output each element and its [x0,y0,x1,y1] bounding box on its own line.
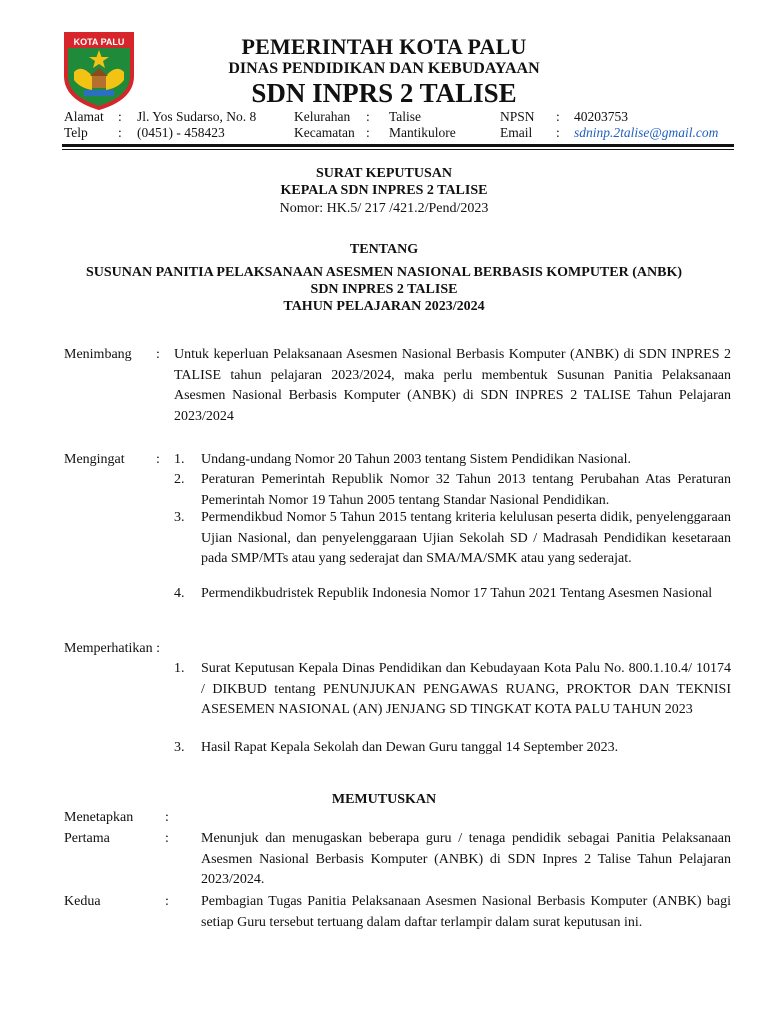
npsn-value: 40203753 [574,109,628,124]
menimbang-text: Untuk keperluan Pelaksanaan Asesmen Nasional Berbasis Komputer (ANBK) di SDN INPRES 2 TALISE tahun pelajaran 2023/2024, maka perlu membentuk Susunan Panitia Pelaksanaan Asesmen Nasional Berbasis Komputer (ANBK) di SDN INPRES 2 TALISE Tahun Pelajaran 2023/2024 [174,347,731,424]
mengingat-item-number: 2. [174,472,185,487]
mengingat-item-number: 1. [174,452,185,467]
department-title: DINAS PENDIDIKAN DAN KEBUDAYAAN [228,60,540,77]
decree-issuer: KEPALA SDN INPRES 2 TALISE [280,183,488,198]
mengingat-item-text: Undang-undang Nomor 20 Tahun 2003 tentang Sistem Pendidikan Nasional. [201,452,631,467]
subject-line-3: TAHUN PELAJARAN 2023/2024 [283,299,485,314]
kecamatan-value: Mantikulore [389,125,456,140]
email-link[interactable]: sdninp.2talise@gmail.com [574,125,719,140]
memperhatikan-item-number: 1. [174,661,185,676]
kedua-text: Pembagian Tugas Panitia Pelaksanaan Asesmen Nasional Berbasis Komputer (ANBK) bagi setiap Guru tersebut tertuang dalam daftar terlampir dalam surat keputusan ini. [201,894,731,930]
phone-value: (0451) - 458423 [137,125,225,140]
tentang-heading: TENTANG [349,242,419,257]
mengingat-item-number: 4. [174,586,185,601]
mengingat-item-text: Permendikbud Nomor 5 Tahun 2015 tentang kriteria kelulusan peserta didik, penyelenggaraan Ujian Nasional, dan penyelenggaraan Ujian Sekolah SD / Madrasah Pendidikan kesetaraan pada SMP/MTs atau yang sederajat dan SMA/MA/SMK atau yang sederajat. [201,510,731,566]
npsn-label: NPSN [500,109,535,124]
kecamatan-label: Kecamatan [294,125,355,140]
info-colon: : [118,125,122,140]
pertama-label: Pertama [64,831,110,846]
email-label: Email [500,125,533,140]
mengingat-item-text: Permendikbudristek Republik Indonesia Nomor 17 Tahun 2021 Tentang Asesmen Nasional [201,586,713,601]
info-colon: : [556,109,560,124]
info-colon: : [366,125,370,140]
mengingat-label: Mengingat [64,452,125,467]
letterhead-rule-thick [62,144,734,147]
memperhatikan-item-text: Hasil Rapat Kepala Sekolah dan Dewan Guru tanggal 14 September 2023. [201,740,619,755]
phone-label: Telp [64,125,88,140]
address-label: Alamat [64,109,104,124]
kelurahan-value: Talise [389,109,422,124]
memperhatikan-item-text: Surat Keputusan Kepala Dinas Pendidikan dan Kebudayaan Kota Palu No. 800.1.10.4/ 10174 / DIKBUD tentang PENUNJUKAN PENGAWAS RUANG, PROKTOR DAN TEKNISI ASESEMEN NASIONAL (AN) JENJANG SD TINGKAT KOTA PALU TAHUN 2023 [201,661,731,717]
info-colon: : [118,109,122,124]
letterhead-rule-thin [62,149,734,150]
kedua-label: Kedua [64,894,101,909]
memutuskan-heading: MEMUTUSKAN [331,792,437,807]
address-value: Jl. Yos Sudarso, No. 8 [137,109,257,124]
school-title: SDN INPRS 2 TALISE [251,78,517,108]
mengingat-item-number: 3. [174,510,185,525]
menetapkan-label: Menetapkan [64,810,134,825]
menetapkan-colon: : [165,810,169,825]
decree-number: Nomor: HK.5/ 217 /421.2/Pend/2023 [279,201,489,216]
mengingat-colon: : [156,452,160,467]
kelurahan-label: Kelurahan [294,109,351,124]
decree-title: SURAT KEPUTUSAN [315,166,452,181]
memperhatikan-label: Memperhatikan : [64,641,161,656]
menimbang-label: Menimbang [64,347,132,362]
subject-line-2: SDN INPRES 2 TALISE [310,282,458,297]
logo-text: KOTA PALU [73,37,125,47]
subject-line-1: SUSUNAN PANITIA PELAKSANAAN ASESMEN NASIONAL BERBASIS KOMPUTER (ANBK) [85,265,682,280]
info-colon: : [556,125,560,140]
pertama-text: Menunjuk dan menugaskan beberapa guru / tenaga pendidik sebagai Panitia Pelaksanaan Asesmen Nasional Berbasis Komputer (ANBK) di SDN Inpres 2 Talise Tahun Pelajaran 2023/2024. [201,831,731,887]
pertama-colon: : [165,831,169,846]
kedua-colon: : [165,894,169,909]
menimbang-colon: : [156,347,160,362]
memperhatikan-item-number: 3. [174,740,185,755]
mengingat-item-text: Peraturan Pemerintah Republik Nomor 32 Tahun 2013 tentang Perubahan Atas Peraturan Pemerintah Nomor 19 Tahun 2005 tentang Standar Nasional Pendidikan. [201,472,731,508]
info-colon: : [366,109,370,124]
government-title: PEMERINTAH KOTA PALU [241,34,527,59]
